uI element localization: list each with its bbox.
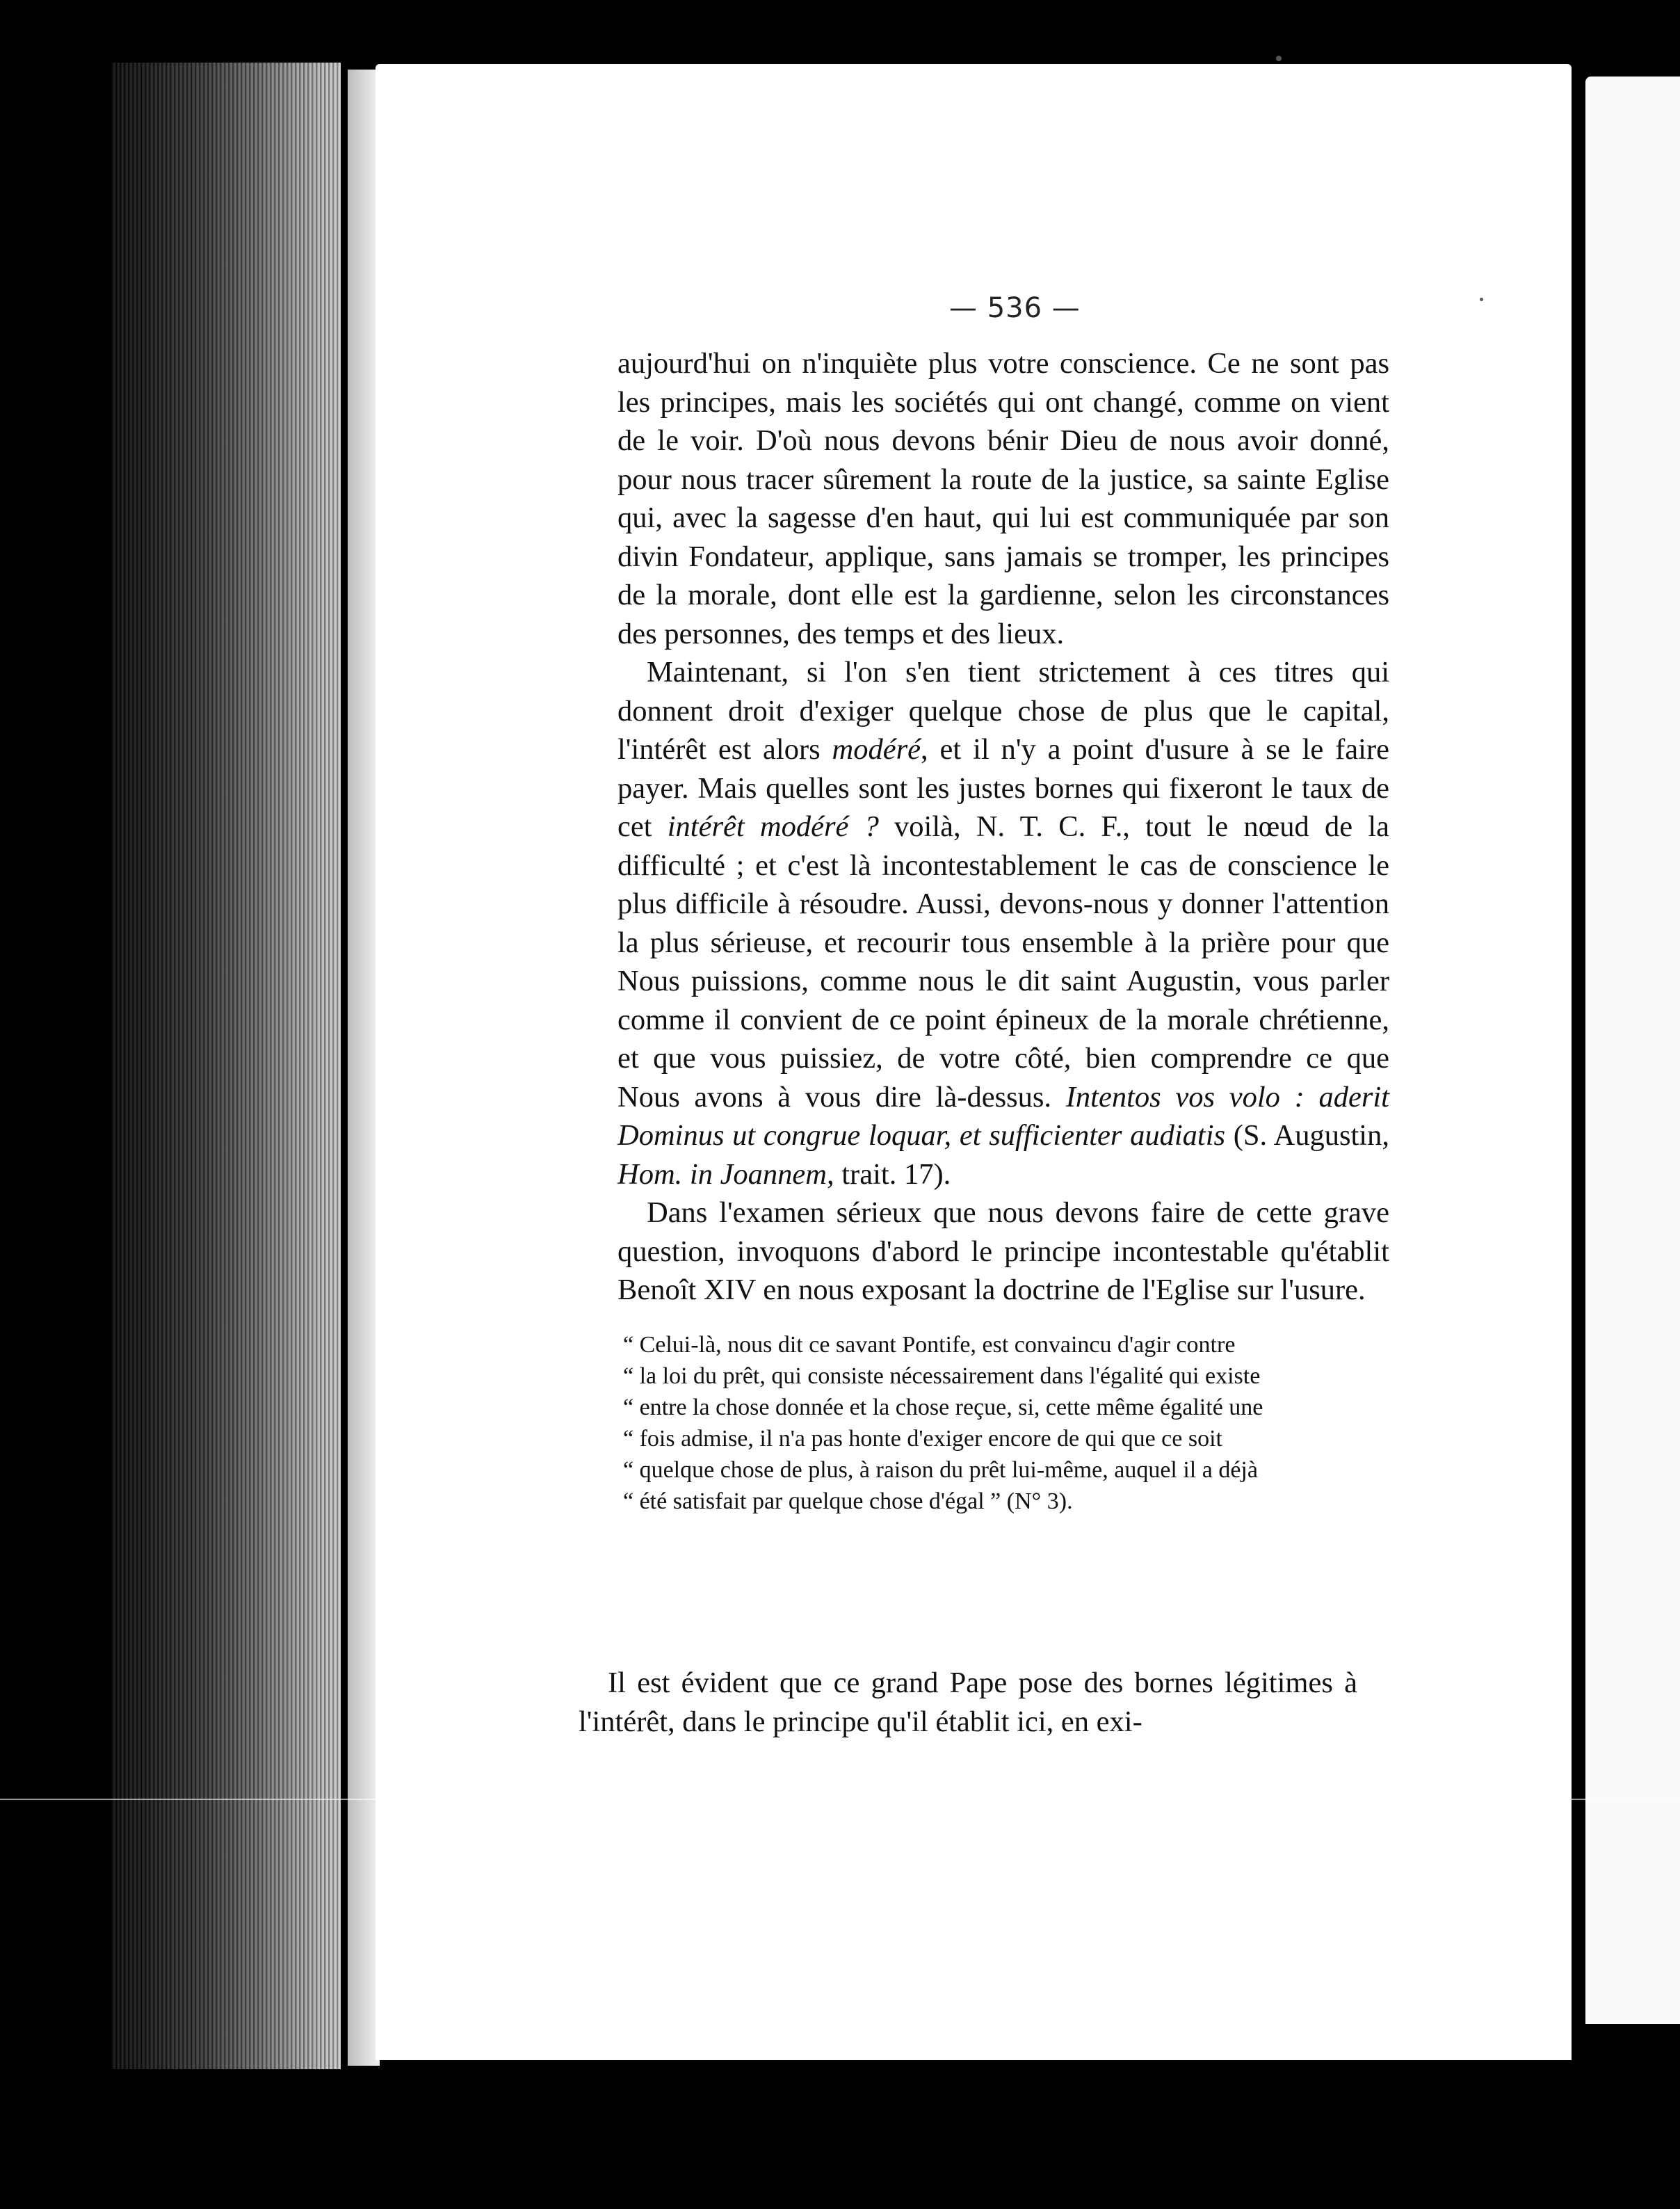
italic-text: intérêt modéré ? (667, 810, 879, 843)
quote-line: “ quelque chose de plus, à raison du prêt lui-même, auquel il a déjà (623, 1456, 1258, 1483)
italic-text: modéré (832, 733, 921, 766)
paragraph-3 (617, 1194, 1389, 1310)
final-paragraph: Il est évident que ce grand Pape pose des bornes légitimes à l'intérêt, dans le principe qu'il établit ici, en exi- (579, 1666, 1357, 1738)
dust-speck (1276, 56, 1282, 61)
quote-line: “ été satisfait par quelque chose d'égal ” (N° 3). (623, 1488, 1073, 1514)
page-number: — 536 — (949, 292, 1081, 324)
quote-line: “ la loi du prêt, qui consiste nécessairement dans l'égalité qui existe (623, 1363, 1261, 1389)
dust-speck (1480, 298, 1483, 301)
text-run: , trait. 17). (827, 1157, 951, 1191)
book-spine (111, 63, 341, 2073)
quote-line: “ Celui-là, nous dit ce savant Pontife, est convaincu d'agir contre (623, 1331, 1236, 1358)
text-run: Dans l'examen sérieux que nous devons faire de cette grave question, invoquons d'abord le principe incontestable qu'établit Benoît XIV en nous exposant la doctrine de l'Eglise sur l'usure. (617, 1196, 1389, 1306)
text-run: aujourd'hui on n'inquiète plus votre conscience. Ce ne sont pas les principes, mais les sociétés qui ont changé, comme on vient de le voir. D'où nous devons bénir Dieu de nous avoir donné, pour nous tracer sûrement la route de la justice, sa sainte Eglise qui, avec la sagesse d'en haut, qui lui est communiquée par son divin Fondateur, applique, sans jamais se tromper, les principes de la morale, dont elle est la gardienne, selon les circonstances des personnes, des temps et des lieux. (617, 347, 1389, 650)
paragraph-2 (617, 653, 1389, 1194)
scan-background-bottom (0, 2069, 1680, 2209)
scan-artifact-line (0, 1799, 1680, 1800)
facing-page-edge (1585, 77, 1680, 2024)
quote-line: “ entre la chose donnée et la chose reçue, si, cette même égalité une (623, 1394, 1263, 1420)
italic-text: Intentos vos volo : aderit Dominus ut congrue loquar, et sufficienter audiatis (617, 1080, 1389, 1152)
text-run: , et il n'y a point d'usure à se le faire payer. Mais quelles sont les justes bornes qui fixeront le taux de cet (617, 733, 1389, 843)
body-text (617, 344, 1389, 1536)
paragraph-1 (617, 344, 1389, 653)
scan-background-top (0, 0, 1680, 70)
italic-text: Hom. in Joannem (617, 1157, 827, 1191)
quote-line: “ fois admise, il n'a pas honte d'exiger encore de qui que ce soit (623, 1425, 1222, 1452)
text-run: voilà, N. T. C. F., tout le nœud de la difficulté ; et c'est là incontestablement le cas de conscience le plus difficile à résoudre. Aussi, devons-nous y donner l'attention la plus sérieuse, et recourir tous ensemble à la prière pour que Nous puissions, comme nous le dit saint Augustin, vous parler comme il convient de ce point épineux de la morale chrétienne, et que vous puissiez, de votre côté, bien comprendre ce que Nous avons à vous dire là-dessus. (617, 810, 1389, 1114)
block-quote (617, 1329, 1389, 1517)
text-run: (S. Augustin, (1225, 1119, 1389, 1152)
text-run: Maintenant, si l'on s'en tient strictement à ces titres qui donnent droit d'exiger quelque chose de plus que le capital, l'intérêt est alors (617, 656, 1389, 766)
